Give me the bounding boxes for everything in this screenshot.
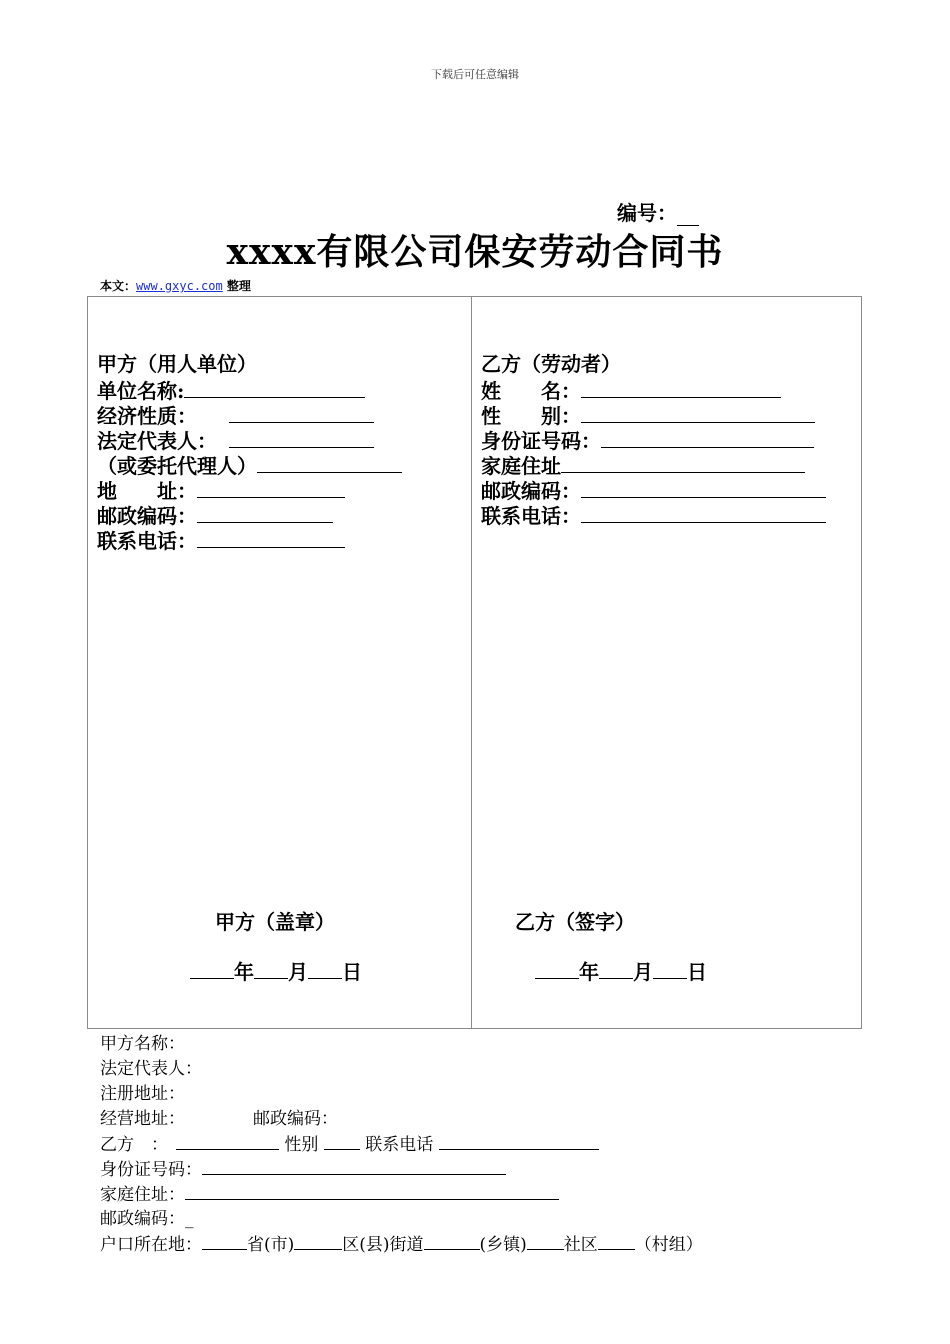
gender-label: 性别	[284, 1135, 319, 1155]
unit-name-label: 单位名称:	[97, 379, 185, 403]
day-label: 日	[687, 960, 707, 984]
serial-number	[617, 197, 699, 226]
town-label: (乡镇)	[479, 1235, 527, 1255]
party-b-sign-label: 乙方（签字）	[515, 910, 635, 934]
serial-label: 编号：	[617, 201, 677, 225]
postcode-row	[100, 1207, 703, 1232]
village-label: （村组）	[634, 1235, 703, 1255]
year-label: 年	[579, 960, 599, 984]
proxy-label: （或委托代理人）	[97, 454, 257, 478]
party-a-name-row: 甲方名称：	[100, 1034, 185, 1054]
party-a-proxy	[97, 452, 402, 477]
month-blank[interactable]	[254, 958, 288, 979]
biz-address-row	[100, 1107, 703, 1132]
biz-address-label: 经营地址：	[100, 1109, 185, 1129]
party-b-name	[481, 377, 826, 402]
source-prefix: 本文：	[100, 279, 137, 293]
phone-label: 联系电话	[365, 1135, 434, 1155]
party-b-name-field[interactable]	[176, 1132, 279, 1150]
province-label: 省(市)	[247, 1235, 295, 1255]
id-field[interactable]	[202, 1157, 506, 1175]
party-a-phone	[97, 527, 402, 552]
id-label: 身份证号码：	[100, 1160, 202, 1180]
legal-rep-row: 法定代表人：	[100, 1059, 202, 1079]
party-a-column	[97, 352, 402, 552]
community-field[interactable]	[527, 1232, 564, 1250]
district-label: 区(县)街道	[342, 1235, 424, 1255]
postcode-label: 邮政编码：	[97, 504, 197, 528]
party-b-home	[481, 452, 826, 477]
party-b-phone	[481, 502, 826, 527]
column-divider	[471, 297, 472, 1028]
phone-label: 联系电话：	[97, 529, 197, 553]
party-a-heading: 甲方（用人单位）	[97, 352, 257, 376]
home-field[interactable]	[185, 1182, 559, 1200]
address-label: 地 址：	[97, 479, 197, 503]
phone-label: 联系电话：	[481, 504, 581, 528]
party-a-unit-name	[97, 377, 402, 402]
day-blank[interactable]	[653, 958, 687, 979]
day-label: 日	[342, 960, 362, 984]
phone-field[interactable]	[581, 502, 826, 523]
postcode-field[interactable]	[197, 502, 333, 523]
name-label: 姓 名：	[481, 379, 581, 403]
postcode-value: _	[185, 1209, 194, 1229]
gender-field[interactable]	[324, 1132, 360, 1150]
legal-rep-label: 法定代表人：	[97, 429, 217, 453]
year-blank[interactable]	[535, 958, 579, 979]
address-field[interactable]	[197, 477, 345, 498]
home-label: 家庭住址：	[100, 1185, 185, 1205]
party-b-postcode	[481, 477, 826, 502]
district-field[interactable]	[294, 1232, 342, 1250]
province-field[interactable]	[202, 1232, 247, 1250]
hukou-label: 户口所在地：	[100, 1235, 202, 1255]
source-suffix: 整理	[222, 279, 251, 293]
community-label: 社区	[563, 1235, 598, 1255]
name-field[interactable]	[581, 377, 781, 398]
reg-address-row: 注册地址：	[100, 1084, 185, 1104]
contract-details	[100, 1032, 703, 1257]
phone-field[interactable]	[439, 1132, 599, 1150]
source-link[interactable]: www.gxyc.com	[136, 279, 223, 293]
party-b-id	[481, 427, 826, 452]
id-field[interactable]	[601, 427, 814, 448]
year-blank[interactable]	[190, 958, 234, 979]
party-b-column	[481, 352, 826, 527]
source-line	[100, 277, 251, 294]
party-a-legal-rep	[97, 427, 402, 452]
month-label: 月	[633, 960, 653, 984]
town-field[interactable]	[424, 1232, 480, 1250]
home-field[interactable]	[561, 452, 805, 473]
party-b-gender	[481, 402, 826, 427]
party-b-label: 乙方 ：	[100, 1135, 168, 1155]
party-b-row	[100, 1132, 703, 1157]
header-note: 下载后可任意编辑	[431, 68, 519, 81]
party-a-date	[190, 956, 362, 985]
biz-postcode-label: 邮政编码：	[253, 1109, 338, 1129]
month-label: 月	[288, 960, 308, 984]
gender-label: 性 别：	[481, 404, 581, 428]
month-blank[interactable]	[599, 958, 633, 979]
day-blank[interactable]	[308, 958, 342, 979]
gender-field[interactable]	[581, 402, 815, 423]
postcode-label: 邮政编码：	[481, 479, 581, 503]
party-a-address	[97, 477, 402, 502]
id-label: 身份证号码：	[481, 429, 601, 453]
village-field[interactable]	[598, 1232, 635, 1250]
party-a-postcode	[97, 502, 402, 527]
unit-name-field[interactable]	[184, 377, 365, 398]
legal-rep-field[interactable]	[229, 427, 374, 448]
home-label: 家庭住址	[481, 454, 561, 478]
party-b-date	[535, 956, 707, 985]
contract-parties-box	[87, 296, 862, 1029]
econ-nature-label: 经济性质：	[97, 404, 197, 428]
document-title: xxxx有限公司保安劳动合同书	[226, 231, 724, 273]
id-row	[100, 1157, 703, 1182]
home-row	[100, 1182, 703, 1207]
party-a-econ-nature	[97, 402, 402, 427]
party-a-seal-label: 甲方（盖章）	[215, 910, 335, 934]
postcode-label: 邮政编码：	[100, 1209, 185, 1229]
phone-field[interactable]	[197, 527, 345, 548]
year-label: 年	[234, 960, 254, 984]
party-b-heading: 乙方（劳动者）	[481, 352, 621, 376]
econ-nature-field[interactable]	[229, 402, 374, 423]
proxy-field[interactable]	[257, 452, 402, 473]
postcode-field[interactable]	[581, 477, 826, 498]
hukou-row	[100, 1232, 703, 1257]
